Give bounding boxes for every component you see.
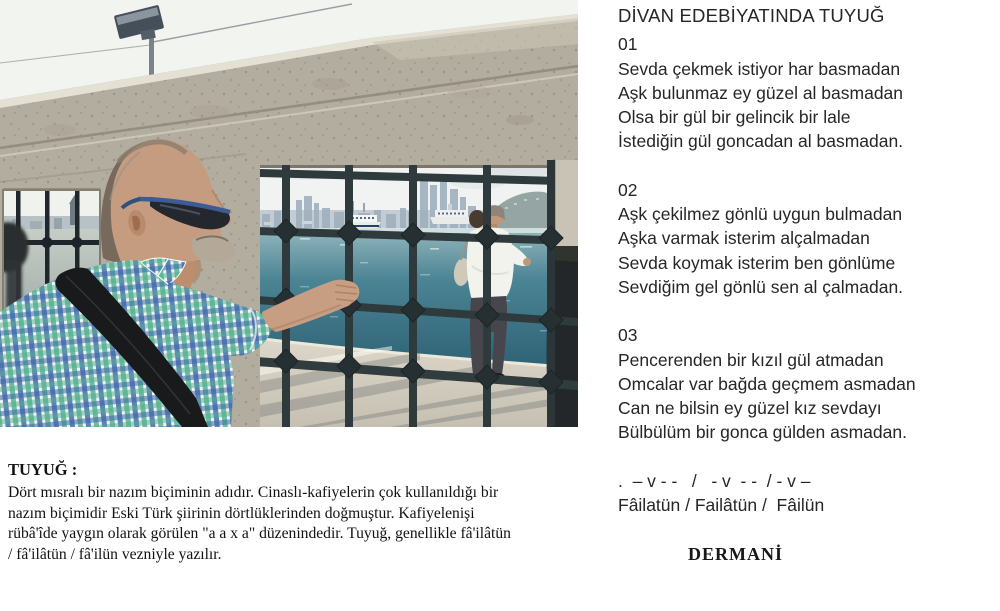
poem-line: Bülbülüm bir gonca gülden asmadan. [618,422,907,443]
footnote-heading: TUYUĞ : [8,460,78,479]
footnote-line: rübâ'îde yaygın olarak görülen "a a x a" düzenindedir. Tuyuğ, genellikle fâ'ilâtün [8,525,511,543]
small-boat-2 [264,222,272,225]
poem-line: Sevda koymak isterim ben gönlüme [618,252,896,273]
bridge-selfie-photo [0,0,578,427]
poem-line: Can ne bilsin ey güzel kız sevdayı [618,398,882,419]
meter-symbols: . – v - - / - v - - / - v – [618,470,811,491]
stanza-number: 01 [618,34,638,55]
poem-line: Olsa bir gül bir gelincik bir lale [618,107,851,128]
stanza-number: 03 [618,325,638,346]
poem-line: Aşka varmak isterim alçalmadan [618,228,870,249]
stanza-1 [618,32,988,153]
small-boat [302,221,312,224]
poem-line: Omcalar var bağda geçmem asmadan [618,373,916,394]
stanza-2 [618,178,988,299]
poem-column [618,4,988,517]
poem-line: Sevda çekmek istiyor har basmadan [618,58,901,79]
second-bystander-head [469,210,485,228]
footnote-line: / fâ'ilâtün / fâ'ilün vezniyle yazılır. [8,546,222,564]
poem-line: Sevdiğim gel gönlü sen al çalmadan. [618,276,904,297]
poem-line: Aşk çekilmez gönlü uygun bulmadan [618,204,903,225]
footnote-line: Dört mısralı bir nazım biçiminin adıdır. Cinaslı-kafiyelerin çok kullanıldığı bir [8,483,499,501]
poem-line: İstediğin gül goncadan al basmadan. [618,131,904,152]
poem-line: Pencerenden bir kızıl gül atmadan [618,349,884,370]
poem-line: Aşk bulunmaz ey güzel al basmadan [618,82,904,103]
author-signature: DERMANİ [688,544,783,564]
footnote-block [8,460,593,566]
stanza-number: 02 [618,179,638,200]
footnote-line: nazım biçimidir Eski Türk şiirinin dörtlüklerinden doğmuştur. Kafiyelenişi [8,504,475,522]
page-title: DİVAN EDEBİYATINDA TUYUĞ [618,5,885,26]
meter-names: Fâilatün / Failâtün / Fâilün [618,495,825,516]
stanza-3 [618,323,988,444]
